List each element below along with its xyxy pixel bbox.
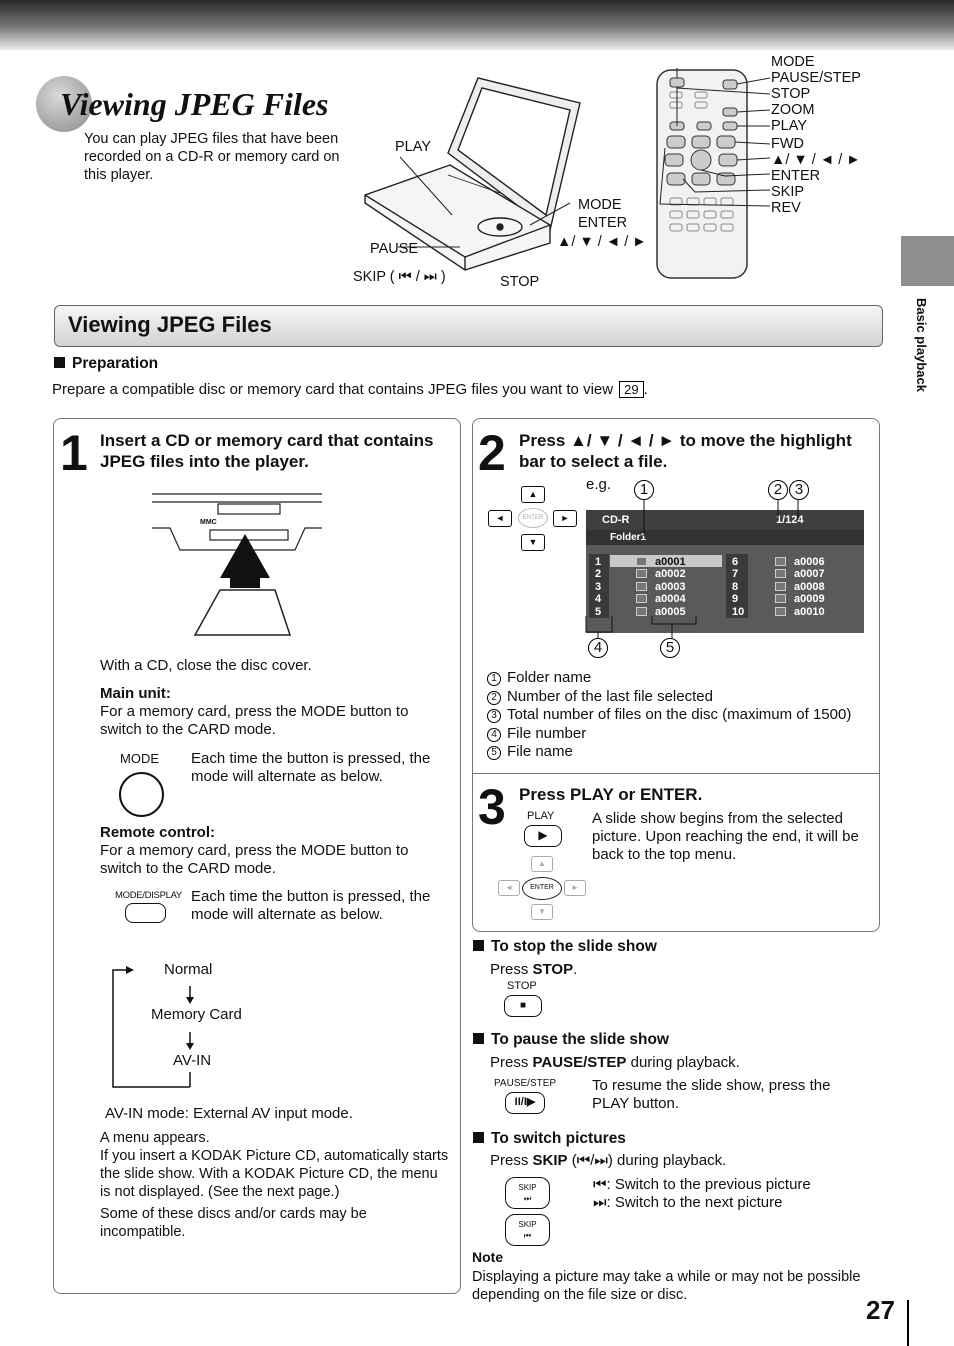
- remote-heading: Remote control:: [100, 824, 216, 841]
- stop-btn-label: STOP: [507, 980, 537, 992]
- legend-item: 3 Total number of files on the disc (maximum of 1500): [487, 706, 851, 725]
- file-name[interactable]: a0005: [655, 605, 686, 618]
- pause-btn-label: PAUSE/STEP: [494, 1078, 557, 1089]
- switch-tail: during playback.: [617, 1152, 727, 1169]
- page-ref[interactable]: 29: [619, 381, 643, 398]
- file-number: 8: [732, 580, 739, 593]
- mode-button[interactable]: [119, 772, 164, 817]
- header-band: [0, 0, 954, 50]
- main-unit-heading: Main unit:: [100, 685, 171, 702]
- remote-label-arrows: ▲/ ▼ / ◄ / ►: [771, 152, 861, 168]
- section-title: Viewing JPEG Files: [68, 312, 272, 337]
- menu-note: A menu appears.: [100, 1130, 210, 1146]
- incompat-note: Some of these discs and/or cards may be incompatible.: [100, 1206, 367, 1240]
- file-number: 5: [595, 605, 602, 618]
- file-name[interactable]: a0004: [655, 593, 686, 606]
- file-number: 9: [732, 593, 739, 606]
- label-play: PLAY: [395, 139, 432, 155]
- stop-button-icon[interactable]: ■: [504, 995, 542, 1017]
- remote-label-zoom: ZOOM: [771, 102, 815, 118]
- page-number: 27: [866, 1295, 895, 1325]
- faded-left-icon: ◄: [498, 880, 520, 896]
- left-button-icon[interactable]: ◄: [488, 510, 512, 527]
- switch-heading: [473, 1130, 626, 1148]
- legend-list: [487, 669, 851, 762]
- pause-step-button-icon[interactable]: II/I▶: [505, 1092, 545, 1114]
- preparation-heading-text: Preparation: [72, 355, 159, 372]
- switch-key: SKIP: [532, 1152, 568, 1169]
- label-skip: SKIP ( ⏮ / ⏭ ): [353, 269, 446, 285]
- up-button-icon[interactable]: ▲: [521, 486, 545, 503]
- label-arrows: ▲/ ▼ / ◄ / ►: [557, 234, 647, 250]
- screen-media: CD-R: [602, 514, 630, 526]
- callout-1: [634, 480, 654, 500]
- file-name[interactable]: a0008: [794, 580, 825, 593]
- mode-display-desc: Each time the button is pressed, the mode will alternate as below.: [191, 888, 431, 923]
- main-unit-text: For a memory card, press the MODE button to switch to the CARD mode.: [100, 703, 409, 738]
- skip-prev-label: SKIP: [518, 1220, 537, 1229]
- faded-right-icon: ►: [564, 880, 586, 896]
- legend-item: 4 File number: [487, 725, 851, 744]
- switch-press: Press: [490, 1152, 529, 1169]
- step3-heading: Press PLAY or ENTER.: [519, 785, 703, 804]
- cycle-av-in: AV-IN: [173, 1052, 212, 1069]
- mode-desc: Each time the button is pressed, the mode will alternate as below.: [191, 750, 431, 785]
- legend-folder-name: Folder name: [507, 669, 592, 686]
- step1-number: 1: [60, 425, 88, 481]
- switch-instruction: [490, 1152, 726, 1170]
- file-name[interactable]: a0010: [794, 605, 825, 618]
- stop-key: STOP: [532, 961, 574, 978]
- skip-prev-button[interactable]: [505, 1214, 550, 1246]
- remote-label-enter: ENTER: [771, 168, 821, 184]
- remote-illustration: [655, 68, 770, 283]
- file-name[interactable]: a0009: [794, 593, 825, 606]
- file-number: 7: [732, 568, 739, 581]
- play-label: PLAY: [527, 810, 555, 822]
- callout-2: [768, 480, 788, 500]
- step2-heading: Press ▲/ ▼ / ◄ / ► to move the highlight bar to select a file.: [519, 431, 852, 471]
- step3-desc: A slide show begins from the selected picture. Upon reaching the end, it will be back to the top menu.: [592, 810, 859, 863]
- cycle-normal: Normal: [164, 961, 213, 978]
- legend-last-file: Number of the last file selected: [507, 687, 713, 705]
- remote-label-fwd: FWD: [771, 136, 805, 152]
- remote-label-mode: MODE: [771, 54, 815, 70]
- bullet-square-icon: [473, 1033, 484, 1044]
- preparation-heading: [54, 355, 158, 373]
- mode-display-button[interactable]: [125, 903, 166, 923]
- right-button-icon[interactable]: ►: [553, 510, 577, 527]
- legend-item: 2 Number of the last file selected: [487, 688, 851, 707]
- file-name[interactable]: a0006: [794, 556, 825, 568]
- file-name[interactable]: a0007: [794, 568, 825, 581]
- step1-heading: Insert a CD or memory card that contains JPEG files into the player.: [100, 431, 434, 471]
- callout-5: [660, 638, 680, 658]
- switch-heading-text: To switch pictures: [491, 1130, 626, 1147]
- down-button-icon[interactable]: ▼: [521, 534, 545, 551]
- note-text: Displaying a picture may take a while or may not be possible depending on the file size or disc.: [472, 1269, 861, 1303]
- skip-prev-desc: ⏮: Switch to the previous picture: [593, 1176, 811, 1193]
- mode-cycle-diagram: [110, 961, 213, 1097]
- file-number: 10: [732, 605, 745, 618]
- chapter-tab: [901, 236, 954, 286]
- file-name[interactable]: a0001: [655, 556, 686, 568]
- resume-note: To resume the slide show, press the PLAY button.: [592, 1077, 831, 1112]
- label-stop: STOP: [500, 274, 540, 290]
- enter-button-step3[interactable]: ENTER: [522, 877, 562, 900]
- stop-tail: .: [573, 961, 578, 978]
- file-name[interactable]: a0003: [655, 580, 686, 593]
- prev-icon: ⏮: [523, 1231, 532, 1240]
- page-title: Viewing JPEG Files: [60, 86, 329, 122]
- callout-2-label: 2: [768, 480, 788, 500]
- pause-key: PAUSE/STEP: [532, 1054, 627, 1071]
- remote-label-pause-step: PAUSE/STEP: [771, 70, 861, 86]
- remote-label-play: PLAY: [771, 118, 808, 134]
- remote-label-skip: SKIP: [771, 184, 805, 200]
- kodak-note: If you insert a KODAK Picture CD, automatically starts the slide show. With a KODAK Picture CD, the menu is not displayed. (See the next page.): [100, 1148, 449, 1200]
- card-insert-illustration: [150, 490, 325, 640]
- remote-text: For a memory card, press the MODE button to switch to the CARD mode.: [100, 842, 409, 877]
- bullet-square-icon: [473, 1132, 484, 1143]
- faded-down-icon: ▼: [531, 904, 553, 920]
- screen-folder: Folder1: [610, 532, 647, 543]
- cycle-memory-card: Memory Card: [151, 1006, 242, 1023]
- skip-next-label: SKIP: [518, 1183, 537, 1192]
- step3-number: 3: [478, 779, 506, 835]
- faded-up-icon: ▲: [531, 856, 553, 872]
- pause-tail: during playback.: [630, 1054, 740, 1071]
- label-mode: MODE: [578, 197, 622, 213]
- callout-4: [588, 638, 608, 658]
- callout-leaders: [584, 498, 814, 640]
- mode-display-label: MODE/DISPLAY: [115, 890, 182, 901]
- legend-file-number: File number: [507, 724, 587, 742]
- callout-5-label: 5: [660, 638, 680, 658]
- callout-3-label: 3: [789, 480, 809, 500]
- file-number: 1: [595, 556, 602, 568]
- file-number: 3: [595, 580, 602, 593]
- avin-note: AV-IN mode: External AV input mode.: [105, 1105, 353, 1122]
- enter-button[interactable]: ENTER: [518, 508, 548, 528]
- legend-file-name: File name: [507, 743, 573, 760]
- card-logos: MMC: [200, 519, 217, 526]
- pause-heading-text: To pause the slide show: [491, 1031, 669, 1048]
- screen-count: 1/124: [776, 514, 804, 526]
- remote-label-rev: REV: [771, 200, 801, 216]
- pause-instruction: [490, 1054, 740, 1072]
- bullet-square-icon: [54, 357, 65, 368]
- preparation-text: Prepare a compatible disc or memory card that contains JPEG files you want to view 29 .: [52, 381, 648, 398]
- chapter-label: Basic playback: [914, 298, 929, 392]
- cd-note: With a CD, close the disc cover.: [100, 657, 312, 674]
- switch-keys: (⏮/⏭): [571, 1152, 613, 1169]
- next-icon: ⏭: [523, 1194, 532, 1203]
- eg-label: e.g.: [586, 476, 612, 493]
- callout-3: [789, 480, 809, 500]
- file-number: 6: [732, 556, 739, 568]
- stop-heading-text: To stop the slide show: [491, 938, 657, 955]
- file-number: 2: [595, 568, 602, 581]
- mode-button-label: MODE: [120, 751, 159, 766]
- play-button-icon[interactable]: ▶: [524, 825, 562, 847]
- pause-press: Press: [490, 1054, 529, 1071]
- skip-next-button[interactable]: [505, 1177, 550, 1209]
- legend-item: 5 File name: [487, 743, 851, 762]
- remote-label-stop: STOP: [771, 86, 811, 102]
- label-pause: PAUSE: [370, 241, 419, 257]
- stop-press: Press: [490, 961, 529, 978]
- stop-heading: [473, 938, 657, 956]
- file-number: 4: [595, 593, 602, 606]
- legend-item: 1 Folder name: [487, 669, 851, 688]
- legend-total-files: Total number of files on the disc (maximum of 1500): [507, 706, 852, 723]
- preparation-body: Prepare a compatible disc or memory card that contains JPEG files you want to view: [52, 381, 614, 398]
- page-number-rule: [907, 1300, 909, 1346]
- stop-instruction: [490, 961, 577, 979]
- callout-4-label: 4: [588, 638, 608, 658]
- callout-1-label: 1: [634, 480, 654, 500]
- label-enter: ENTER: [578, 215, 628, 231]
- note-heading: Note: [472, 1249, 504, 1265]
- bullet-square-icon: [473, 940, 484, 951]
- intro-text: You can play JPEG files that have been recorded on a CD-R or memory card on this player.: [84, 131, 340, 183]
- skip-next-desc: ⏭: Switch to the next picture: [593, 1194, 783, 1211]
- step2-number: 2: [478, 425, 506, 481]
- pause-heading: [473, 1031, 669, 1049]
- remote-labels: [771, 54, 861, 216]
- file-name[interactable]: a0002: [655, 568, 686, 581]
